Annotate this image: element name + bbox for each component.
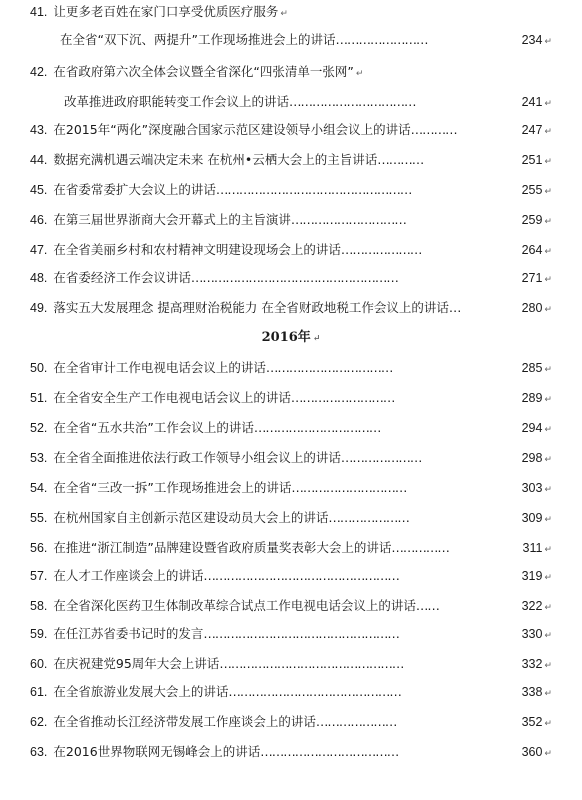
paragraph-mark: ↵ <box>544 572 552 582</box>
page-number <box>523 538 552 558</box>
page-number-value: 259 <box>521 213 543 227</box>
entry-number: 59. <box>30 627 48 641</box>
page-number <box>522 508 552 528</box>
entry-title: 让更多老百姓在家门口享受优质医疗服务 <box>53 4 279 19</box>
page-number <box>522 418 552 438</box>
page-number-value: 311 <box>522 541 543 555</box>
paragraph-mark: ↵ <box>544 454 552 464</box>
dot-leader: ……………………………………… <box>228 684 401 699</box>
toc-entry <box>30 712 396 732</box>
dot-leader: ……………………………… <box>260 744 399 759</box>
entry-number: 60. <box>30 657 48 671</box>
entry-number: 45. <box>30 183 48 197</box>
toc-entry <box>30 624 399 644</box>
paragraph-mark: ↵ <box>544 126 552 136</box>
paragraph-mark: ↵ <box>544 484 552 494</box>
paragraph-mark: ↵ <box>544 246 552 256</box>
page-number-value: 319 <box>521 569 543 583</box>
entry-title: 改革推进政府职能转变工作会议上的讲话 <box>64 94 290 109</box>
page-number <box>522 268 552 288</box>
page-number-value: 298 <box>521 451 543 465</box>
page-number <box>522 596 552 616</box>
entry-number: 57. <box>30 569 48 583</box>
entry-title: 在2015年“两化”深度融合国家示范区建设领导小组会议上的讲话 <box>53 122 411 137</box>
page-number-value: 285 <box>521 361 543 375</box>
toc-entry <box>30 566 399 586</box>
entry-title: 在全省推动长江经济带发展工作座谈会上的讲话 <box>53 714 316 729</box>
page-number-value: 247 <box>521 123 543 137</box>
paragraph-mark: ↵ <box>544 216 552 226</box>
page-number <box>522 388 552 408</box>
page-number-value: 271 <box>521 271 543 285</box>
page-number-value: 309 <box>521 511 543 525</box>
entry-title: 落实五大发展理念 提高理财治税能力 在全省财政地税工作会议上的讲话 <box>53 300 449 315</box>
dot-leader: …………………………… <box>253 420 381 435</box>
dot-leader: ……………………… <box>290 390 395 405</box>
toc-entry-continuation <box>60 30 427 50</box>
year-text: 2016年 <box>261 330 311 345</box>
toc-entry <box>30 120 457 140</box>
toc-entry <box>30 478 406 498</box>
dot-leader: …………………………………………… <box>203 626 399 641</box>
paragraph-mark: ↵ <box>544 748 552 758</box>
entry-title: 在任江苏省委书记时的发言 <box>53 626 204 641</box>
dot-leader: ………… <box>410 122 457 137</box>
paragraph-mark: ↵ <box>544 602 552 612</box>
dot-leader: ……………………………………………… <box>190 270 398 285</box>
page-number-value: 264 <box>521 243 543 257</box>
page-number <box>522 448 552 468</box>
entry-number: 42. <box>30 65 48 79</box>
page-number-value: 303 <box>521 481 543 495</box>
entry-number: 43. <box>30 123 48 137</box>
entry-title: 在人才工作座谈会上的讲话 <box>53 568 204 583</box>
entry-title: 在全省“五水共治”工作会议上的讲话 <box>53 420 254 435</box>
entry-title: 在全省深化医药卫生体制改革综合试点工作电视电话会议上的讲话 <box>53 598 416 613</box>
page-number <box>522 478 552 498</box>
entry-title: 在全省“三改一拆”工作现场推进会上的讲话 <box>53 480 292 495</box>
dot-leader: … <box>448 300 461 315</box>
entry-number: 47. <box>30 243 48 257</box>
entry-number: 50. <box>30 361 48 375</box>
entry-number: 52. <box>30 421 48 435</box>
entry-number: 41. <box>30 5 48 19</box>
toc-entry <box>30 448 421 468</box>
paragraph-mark: ↵ <box>544 36 552 46</box>
dot-leader: ………………………… <box>290 212 406 227</box>
year-heading <box>0 328 582 348</box>
page-number <box>522 92 552 112</box>
page-number <box>522 240 552 260</box>
paragraph-mark: ↵ <box>355 69 364 79</box>
page-number <box>522 298 552 318</box>
toc-entry <box>30 358 392 378</box>
page-number <box>522 742 552 762</box>
page-number-value: 255 <box>521 183 543 197</box>
dot-leader: ………………… <box>315 714 397 729</box>
page-number-value: 294 <box>521 421 543 435</box>
entry-number: 49. <box>30 301 48 315</box>
page-number <box>522 566 552 586</box>
toc-entry <box>30 388 394 408</box>
entry-title: 在全省全面推进依法行政工作领导小组会议上的讲话 <box>53 450 341 465</box>
page-number-value: 322 <box>521 599 543 613</box>
entry-number: 58. <box>30 599 48 613</box>
paragraph-mark: ↵ <box>544 544 552 554</box>
dot-leader: ………………… <box>340 242 422 257</box>
toc-entry-continuation <box>64 92 416 112</box>
toc-entry <box>30 596 439 616</box>
page-number <box>522 682 552 702</box>
entry-title: 在全省“双下沉、两提升”工作现场推进会上的讲话 <box>60 32 336 47</box>
dot-leader: …………………… <box>335 32 428 47</box>
page-number <box>522 30 552 50</box>
dot-leader: …………………………… <box>289 94 416 109</box>
paragraph-mark: ↵ <box>544 660 552 670</box>
toc-entry <box>30 210 406 230</box>
toc-entry <box>30 682 401 702</box>
paragraph-mark: ↵ <box>544 394 552 404</box>
entry-title: 在全省审计工作电视电话会议上的讲话 <box>53 360 266 375</box>
dot-leader: …… <box>415 598 439 613</box>
paragraph-mark: ↵ <box>544 630 552 640</box>
paragraph-mark: ↵ <box>544 186 552 196</box>
page-number-value: 360 <box>521 745 543 759</box>
page-number-value: 330 <box>521 627 543 641</box>
paragraph-mark: ↵ <box>544 274 552 284</box>
entry-title: 在省委经济工作会议讲话 <box>53 270 191 285</box>
toc-entry <box>30 2 288 22</box>
paragraph-mark: ↵ <box>312 334 321 344</box>
paragraph-mark: ↵ <box>544 364 552 374</box>
dot-leader: …………… <box>391 540 449 555</box>
page-number-value: 352 <box>521 715 543 729</box>
page-number-value: 251 <box>521 153 543 167</box>
entry-title: 在全省安全生产工作电视电话会议上的讲话 <box>53 390 291 405</box>
toc-entry <box>30 62 363 82</box>
toc-entry <box>30 268 398 288</box>
page-number <box>522 150 552 170</box>
entry-number: 54. <box>30 481 48 495</box>
paragraph-mark: ↵ <box>544 98 552 108</box>
entry-number: 53. <box>30 451 48 465</box>
entry-title: 在全省美丽乡村和农村精神文明建设现场会上的讲话 <box>53 242 341 257</box>
entry-title: 在全省旅游业发展大会上的讲话 <box>53 684 229 699</box>
entry-number: 55. <box>30 511 48 525</box>
page-number <box>522 654 552 674</box>
dot-leader: …………………………… <box>265 360 393 375</box>
page-number <box>522 358 552 378</box>
toc-entry <box>30 654 403 674</box>
page-number-value: 332 <box>521 657 543 671</box>
toc-entry <box>30 240 421 260</box>
entry-title: 在第三届世界浙商大会开幕式上的主旨演讲 <box>53 212 291 227</box>
paragraph-mark: ↵ <box>544 156 552 166</box>
entry-title: 在省委常委扩大会议上的讲话 <box>53 182 216 197</box>
entry-number: 51. <box>30 391 48 405</box>
entry-number: 62. <box>30 715 48 729</box>
toc-entry <box>30 742 398 762</box>
page-number-value: 241 <box>521 95 543 109</box>
page-number <box>522 210 552 230</box>
entry-title: 数据充满机遇云端决定未来 在杭州•云栖大会上的主旨讲话 <box>53 152 378 167</box>
entry-number: 56. <box>30 541 48 555</box>
toc-entry <box>30 298 460 318</box>
entry-number: 48. <box>30 271 48 285</box>
paragraph-mark: ↵ <box>544 424 552 434</box>
dot-leader: ………………………………………… <box>219 656 404 671</box>
entry-title: 在2016世界物联网无锡峰会上的讲话 <box>53 744 261 759</box>
paragraph-mark: ↵ <box>544 718 552 728</box>
page-number <box>522 180 552 200</box>
toc-entry <box>30 508 409 528</box>
dot-leader: …………………………………………… <box>215 182 412 197</box>
paragraph-mark: ↵ <box>280 9 288 19</box>
page-number <box>522 624 552 644</box>
dot-leader: ………………… <box>340 450 422 465</box>
paragraph-mark: ↵ <box>544 688 552 698</box>
entry-number: 63. <box>30 745 48 759</box>
page-number-value: 289 <box>521 391 543 405</box>
toc-entry <box>30 538 449 558</box>
page-number-value: 280 <box>521 301 543 315</box>
page-number-value: 338 <box>521 685 543 699</box>
dot-leader: …………………………………………… <box>203 568 399 583</box>
paragraph-mark: ↵ <box>544 514 552 524</box>
entry-title: 在杭州国家自主创新示范区建设动员大会上的讲话 <box>53 510 329 525</box>
paragraph-mark: ↵ <box>544 304 552 314</box>
entry-number: 61. <box>30 685 48 699</box>
toc-entry <box>30 418 380 438</box>
entry-number: 44. <box>30 153 48 167</box>
toc-entry <box>30 150 423 170</box>
dot-leader: ………………… <box>328 510 409 525</box>
page-number <box>522 120 552 140</box>
entry-title: 在庆祝建党95周年大会上讲话 <box>53 656 220 671</box>
page-number <box>522 712 552 732</box>
dot-leader: ………… <box>377 152 424 167</box>
entry-number: 46. <box>30 213 48 227</box>
page-number-value: 234 <box>521 33 543 47</box>
toc-entry <box>30 180 411 200</box>
entry-title: 在推进“浙江制造”品牌建设暨省政府质量奖表彰大会上的讲话 <box>53 540 392 555</box>
dot-leader: ………………………… <box>291 480 407 495</box>
entry-title: 在省政府第六次全体会议暨全省深化“四张清单一张网” <box>53 64 354 79</box>
